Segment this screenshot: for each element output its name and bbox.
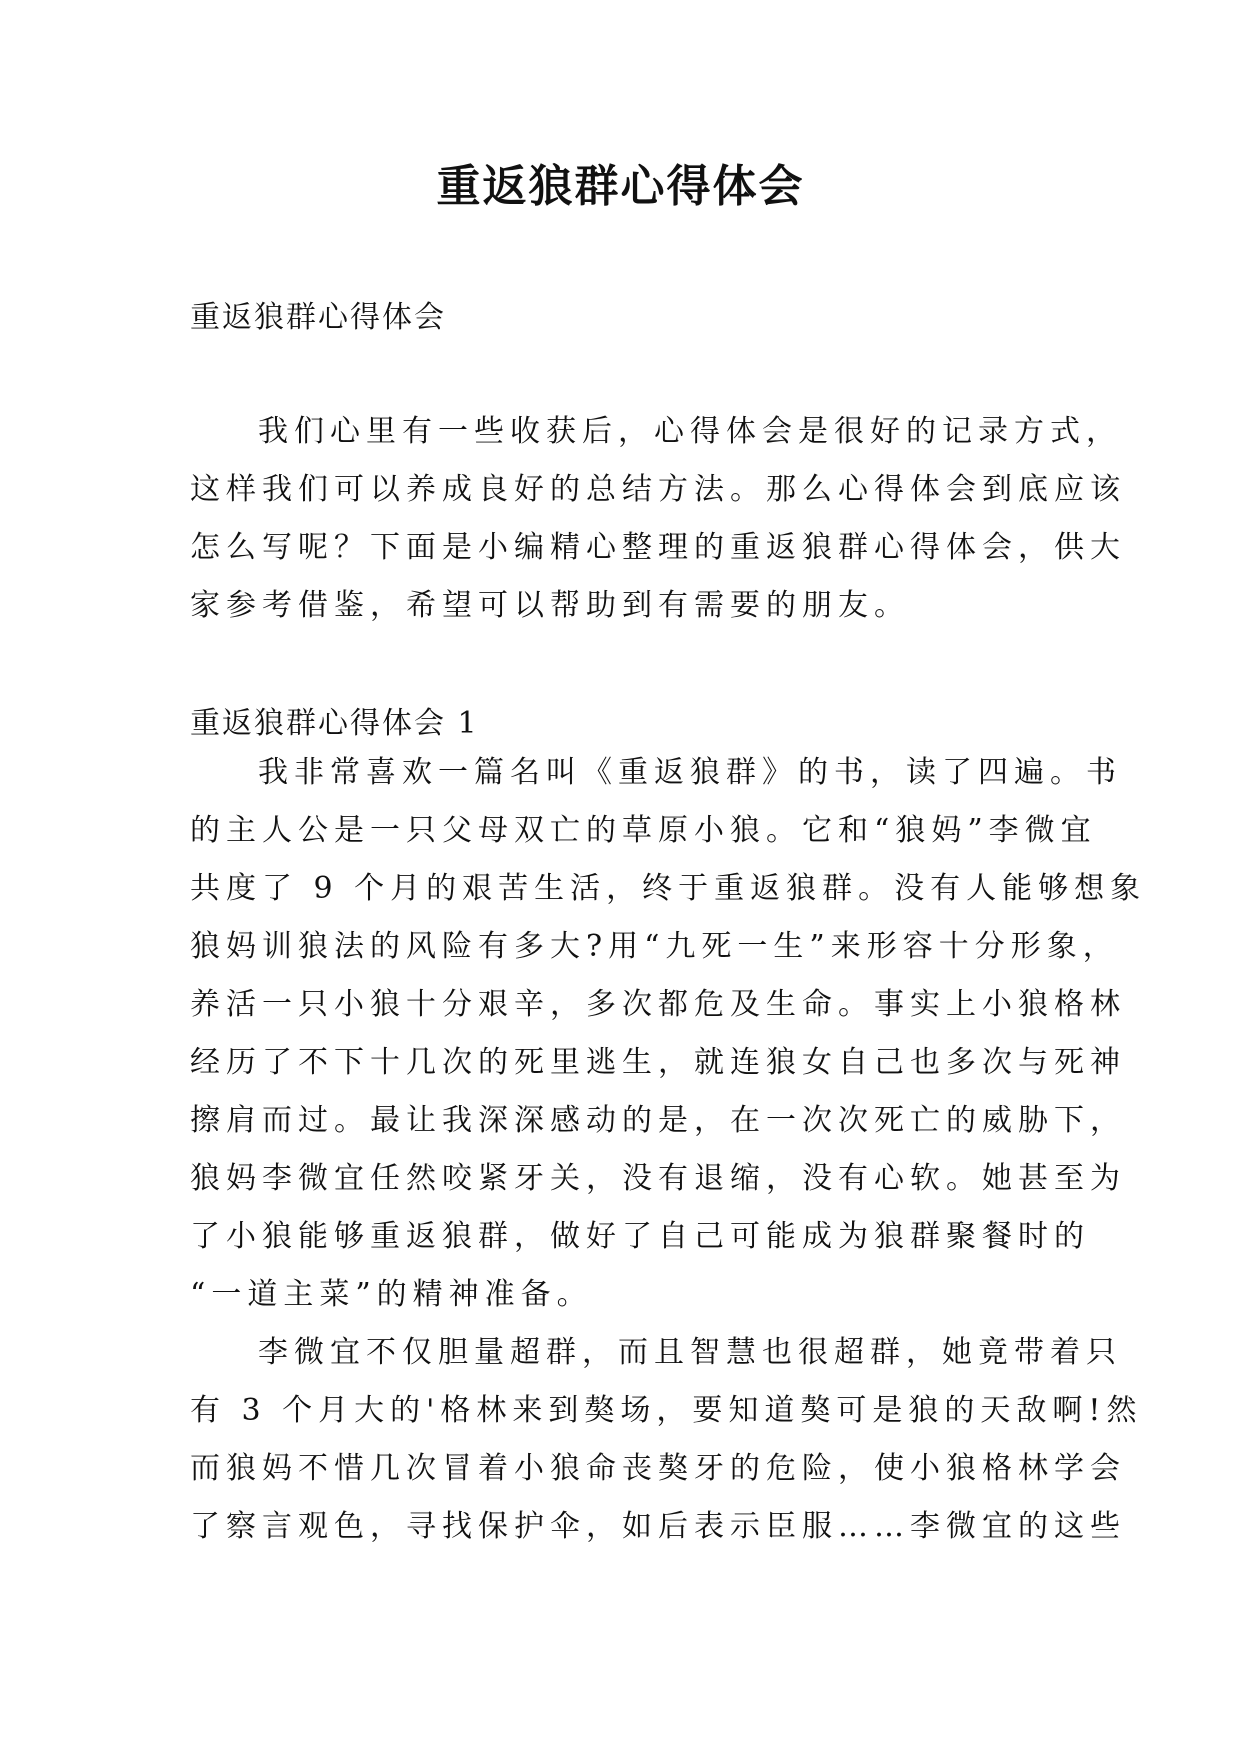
text-line: “一道主菜”的精神准备。 [190,1277,593,1312]
text-line: 共度了 9 个月的艰苦生活，终于重返狼群。没有人能够想象 [190,871,1147,906]
text-line: 有 3 个月大的'格林来到獒场，要知道獒可是狼的天敌啊!然 [190,1393,1143,1428]
text-line: 经历了不下十几次的死里逃生，就连狼女自己也多次与死神 [190,1045,1126,1080]
document-subtitle: 重返狼群心得体会 [190,300,446,335]
section1-paragraph-2 [190,1324,1143,1556]
text-line: 家参考借鉴，希望可以帮助到有需要的朋友。 [190,588,910,623]
text-line: 擦肩而过。最让我深深感动的是，在一次次死亡的威胁下， [190,1103,1126,1138]
text-line: 狼妈李微宜任然咬紧牙关，没有退缩，没有心软。她甚至为 [190,1161,1126,1196]
text-line: 这样我们可以养成良好的总结方法。那么心得体会到底应该 [190,472,1126,507]
text-line: 李微宜不仅胆量超群，而且智慧也很超群，她竟带着只 [258,1335,1122,1370]
text-line: 养活一只小狼十分艰辛，多次都危及生命。事实上小狼格林 [190,987,1126,1022]
text-line: 我非常喜欢一篇名叫《重返狼群》的书，读了四遍。书 [258,755,1122,790]
text-line: 而狼妈不惜几次冒着小狼命丧獒牙的危险，使小狼格林学会 [190,1451,1126,1486]
text-line: 的主人公是一只父母双亡的草原小狼。它和“狼妈”李微宜 [190,813,1097,848]
text-line: 狼妈训狼法的风险有多大?用“九死一生”来形容十分形象， [190,929,1119,964]
text-line: 怎么写呢？下面是小编精心整理的重返狼群心得体会，供大 [190,530,1126,565]
text-line: 我们心里有一些收获后，心得体会是很好的记录方式， [258,414,1122,449]
section1-paragraph-1 [190,744,1147,1324]
section-heading: 重返狼群心得体会 1 [190,706,479,741]
text-line: 了察言观色，寻找保护伞，如后表示臣服……李微宜的这些 [190,1509,1126,1544]
document-title: 重返狼群心得体会 [436,161,805,212]
text-line: 了小狼能够重返狼群，做好了自己可能成为狼群聚餐时的 [190,1219,1090,1254]
intro-paragraph [190,403,1126,635]
